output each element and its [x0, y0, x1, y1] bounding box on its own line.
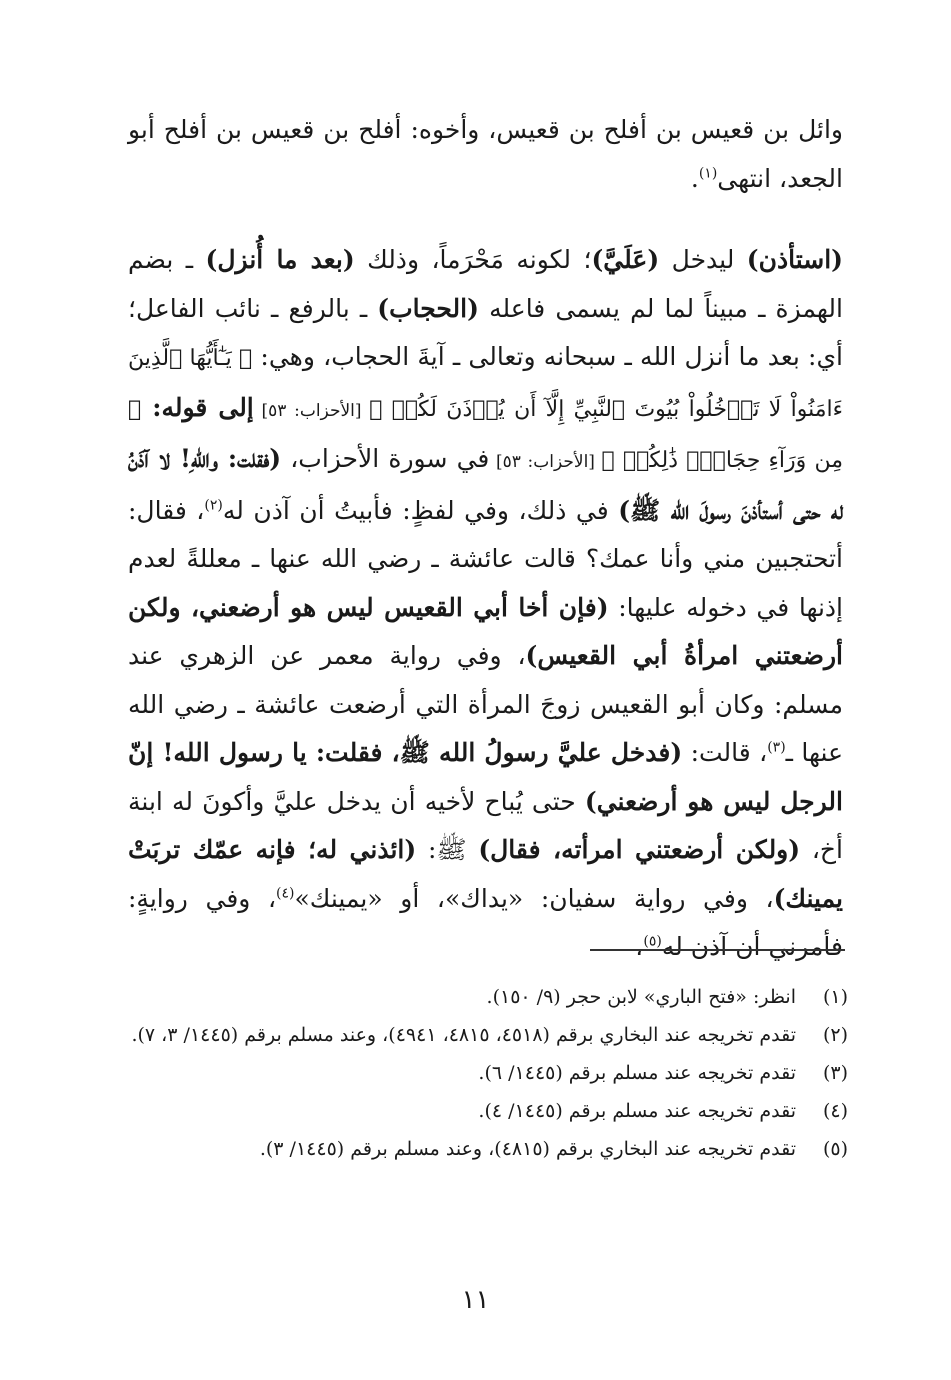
commentary-text: حتى يُباح لأخيه أن يدخل عليَّ وأكونَ له ابنة أخ، — [128, 786, 843, 864]
commentary-text: ، قالت: — [682, 738, 768, 767]
commentary-text: في ذلك، وفي لفظٍ: فأبيتُ أن آذن له — [222, 495, 619, 525]
footnotes-list — [128, 980, 848, 1170]
hadith-quote: (الحجاب) — [377, 293, 479, 323]
footnote-ref-4: (٤) — [276, 885, 295, 902]
commentary-text: ـ بضم الهمزة ـ مبيناً لما لم يسمى فاعله — [128, 245, 843, 323]
footnote-item — [128, 1132, 848, 1166]
commentary-text: ، وفي روايةٍ: فأمرني أن آذن له — [128, 883, 843, 961]
commentary-text: ـ بالرفع ـ نائب الفاعل؛ أي: بعد ما أنزل الله ـ سبحانه وتعالى ـ آيةَ الحجاب، وهي: — [128, 293, 843, 371]
footnote-ref-3: (٣) — [767, 739, 786, 756]
footnote-number: (١) — [822, 986, 848, 1008]
footnote-text: تقدم تخريجه عند البخاري برقم (٤٨١٥)، وعند مسلم برقم (١٤٤٥/ ٣). — [259, 1138, 796, 1160]
footnote-text: تقدم تخريجه عند مسلم برقم (١٤٤٥/ ٦). — [478, 1062, 796, 1084]
hadith-quote: (عَلَيَّ) — [591, 245, 660, 274]
hadith-quote: (فإن أخا أبي القعيس ليس هو أرضعني، ولكن أرضعتني امرأةُ أبي القعيس) — [128, 592, 843, 670]
commentary-text: ﷺ: — [416, 835, 479, 864]
footnote-text: تقدم تخريجه عند البخاري برقم (٤٥١٨، ٤٨١٥، ٤٩٤١)، وعند مسلم برقم (١٤٤٥/ ٣، ٧). — [131, 1024, 796, 1046]
footnote-number: (٤) — [822, 1100, 848, 1122]
paragraph-1-text: وائل بن قعيس بن أفلح بن قعيس، وأخوه: أفلح بن قعيس بن أفلح أبو الجعد، انتهى — [128, 115, 843, 193]
page-number: ١١ — [461, 1285, 490, 1315]
commentary-text: ، وفي رواية سفيان: «يداك»، أو «يمينك» — [294, 883, 774, 913]
footnote-item — [128, 1018, 848, 1052]
footnote-number: (٢) — [822, 1024, 848, 1046]
quran-verse: ﴿ مِن وَرَآءِ حِجَابٖۚ ذَٰلِكُمۡ ﴾ — [128, 396, 843, 473]
footnote-item — [128, 1056, 848, 1090]
paragraph-1-end: . — [690, 163, 699, 193]
commentary-text: ، — [635, 932, 644, 961]
verse-reference: [الأحزاب: ٥٣] — [489, 452, 602, 472]
commentary-text: ليدخل — [659, 245, 747, 274]
footnote-text: انظر: «فتح الباري» لابن حجر (٩/ ١٥٠). — [486, 986, 796, 1008]
footnote-item — [128, 1094, 848, 1128]
footnote-ref-2: (٢) — [204, 497, 223, 514]
commentary-text: ، فقال: أتحتجبين مني وأنا عمك؟ قالت عائشة ـ رضي الله عنها ـ معللةً لعدم إذنها في دخوله عليها: — [128, 495, 844, 622]
commentary-text: ؛ لكونه مَحْرَماً، وذلك — [354, 245, 592, 274]
verse-reference: [الأحزاب: ٥٣] — [253, 400, 370, 421]
commentary-text: في سورة الأحزاب، — [281, 444, 490, 473]
hadith-quote: (بعد ما أُنزل) — [205, 245, 355, 274]
commentary-text: ، وفي رواية معمر عن الزهري عند مسلم: وكان أبو القعيس زوجَ المرأة التي أرضعت عائشة ـ رضي الله عنها ـ — [128, 641, 843, 767]
footnote-ref-5: (٥) — [643, 933, 662, 950]
commentary-bold: إلى قوله: — [141, 392, 254, 422]
footnote-separator — [590, 949, 845, 951]
footnote-number: (٣) — [822, 1062, 848, 1084]
hadith-quote: (فدخل عليَّ رسولُ الله ﷺ، فقلت: يا رسول الله! إنّ الرجل ليس هو أرضعني) — [128, 738, 843, 816]
footnote-text: تقدم تخريجه عند مسلم برقم (١٤٤٥/ ٤). — [478, 1100, 796, 1122]
quran-verse: ﴿ يَـٰٓأَيُّهَا ٱلَّذِينَ ءَامَنُواْ لَا تَدۡخُلُواْ بُيُوتَ ٱلنَّبِيِّ إِلَّآ أَن يُؤۡذَنَ لَكُمۡ ﴾ — [128, 346, 843, 422]
footnote-ref-1: (١) — [698, 165, 718, 182]
paragraph-commentary — [128, 236, 843, 972]
footnote-number: (٥) — [822, 1138, 848, 1160]
hadith-quote: (ولكن أرضعتني امرأته، فقال) — [478, 835, 801, 864]
footnote-item — [128, 980, 848, 1014]
paragraph-continuation — [128, 106, 843, 203]
hadith-quote: (ائذني له؛ فإنه عمّك تربَتْ يمينك) — [128, 835, 843, 913]
hadith-quote: (استأذن) — [746, 245, 843, 274]
hadith-quote: (فقلت: واللهِ! لا آذَنُ له حتى أستأذنَ رسولَ الله ﷺ) — [128, 444, 843, 525]
